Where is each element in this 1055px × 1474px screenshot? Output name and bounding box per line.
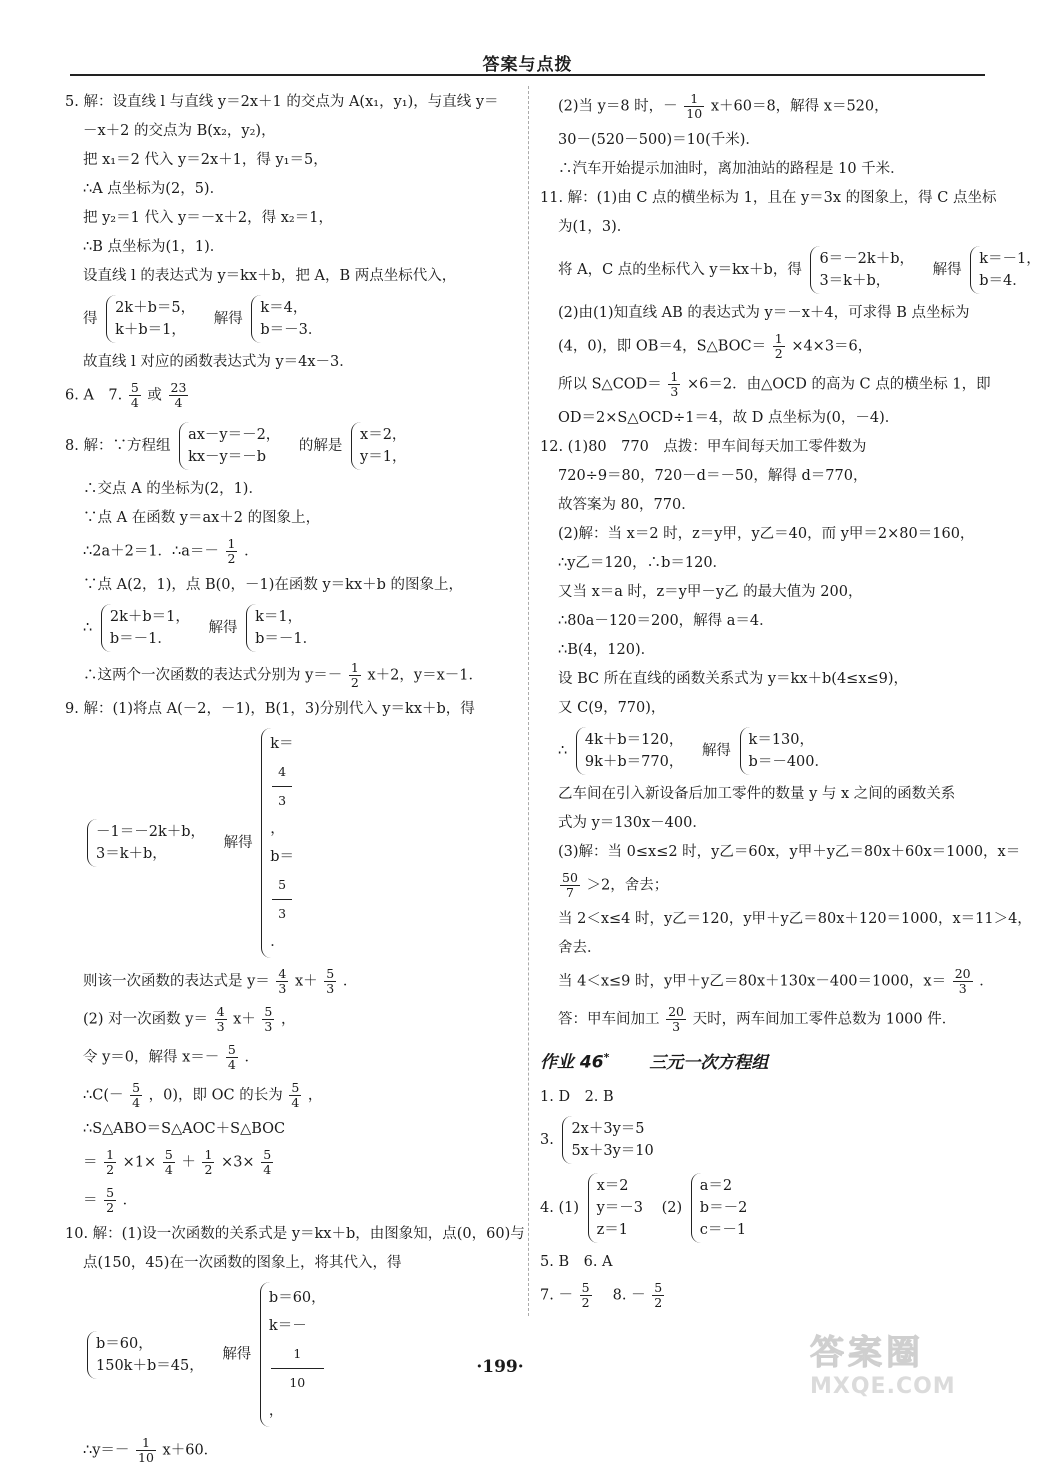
numerator: 5	[581, 1279, 590, 1295]
denominator: 2	[227, 551, 236, 566]
equation: b＝60，	[268, 1290, 326, 1306]
text-line: 点(150，45)在一次函数的图象上，将其代入，得	[83, 1255, 402, 1271]
text: 将 A，C 点的坐标代入 y＝kx＋b，得	[558, 262, 802, 278]
text-line: 当 2＜x≤4 时，y乙＝120，y甲＋y乙＝80x＋120＝1000，x＝11＞4，	[558, 911, 1032, 927]
equation-line	[65, 728, 515, 958]
text-line: ∴B 点坐标为(1，1)．	[83, 239, 225, 255]
equation: x＝2，	[360, 427, 407, 443]
text-line: 5. 解：设直线 l 与直线 y＝2x＋1 的交点为 A(x₁，y₁)，与直线 y＝	[65, 94, 499, 110]
text-line: 故答案为 80，770．	[558, 497, 696, 513]
answer-11	[540, 188, 1041, 428]
homework-46-answers	[540, 1087, 990, 1310]
text-line	[65, 1043, 515, 1072]
solution-system	[261, 728, 304, 958]
text: ＋	[181, 1154, 196, 1171]
numerator: 5	[291, 1080, 300, 1095]
right-column	[540, 91, 1041, 1319]
equation-line	[540, 1116, 990, 1164]
equation: y＝1，	[360, 449, 407, 465]
text-line	[65, 537, 515, 566]
denominator: 2	[106, 1162, 115, 1177]
text: 8. －	[598, 1287, 646, 1304]
denominator: 10	[686, 106, 703, 121]
text: ×1×	[122, 1154, 157, 1171]
fraction	[272, 758, 292, 815]
numerator: 5	[326, 966, 335, 981]
text-line	[65, 661, 515, 690]
denominator: 2	[581, 1294, 590, 1310]
text: 当 4＜x≤9 时，y甲＋y乙＝80x＋130x－400＝1000，x＝	[558, 973, 947, 990]
text: 答：甲车间加工	[558, 1011, 660, 1028]
text-line	[65, 1081, 515, 1110]
fraction	[668, 370, 680, 399]
text-line: 12. (1)80 770 点拨：甲车间每天加工零件数为	[540, 439, 867, 455]
text-line: 又 C(9，770)，	[558, 700, 666, 716]
text: ．	[122, 1192, 138, 1209]
fraction	[226, 537, 238, 566]
fraction	[652, 1281, 664, 1310]
text: 则该一次函数的表达式是 y＝	[83, 973, 270, 990]
denominator: 3	[958, 981, 967, 996]
text-line: 乙车间在引入新设备后加工零件的数量 y 与 x 之间的函数关系	[558, 786, 956, 802]
fraction	[684, 92, 704, 121]
equation-system	[87, 819, 215, 867]
numerator: 20	[668, 1004, 685, 1019]
text: ＝	[83, 1154, 98, 1171]
fraction	[289, 1081, 301, 1110]
denominator: 4	[291, 1095, 300, 1110]
text: ，	[268, 1403, 284, 1419]
fraction	[129, 381, 141, 410]
equation: b＝－1．	[109, 631, 172, 647]
text-line	[65, 1186, 515, 1215]
denominator: 4	[227, 1057, 236, 1072]
text-line: ∴80a－120＝200，解得 a＝4．	[558, 613, 774, 629]
numerator: 5	[264, 1004, 273, 1019]
text: ，0)，即 OC 的长为	[148, 1087, 283, 1104]
equation: ax－y＝－2，	[188, 427, 281, 443]
equation: y＝－3	[596, 1199, 644, 1216]
text: x＋60＝8，解得 x＝520，	[710, 98, 889, 115]
text-line: 把 x₁＝2 代入 y＝2x＋1，得 y₁＝5，	[83, 152, 328, 168]
numerator: 1	[271, 1340, 324, 1369]
equation: 5x＋3y＝10	[571, 1142, 654, 1159]
equation: －1＝－2k＋b，	[96, 824, 206, 840]
text: 8. 解：∵方程组	[65, 438, 171, 454]
fraction	[953, 967, 973, 996]
equation-line	[540, 246, 1041, 294]
equation: 2x＋3y＝5	[571, 1120, 645, 1137]
solution-system	[251, 295, 332, 343]
fraction	[136, 1436, 156, 1465]
denominator: 4	[174, 395, 183, 410]
text: (2) 对一次函数 y＝	[83, 1011, 208, 1028]
numerator: 5	[130, 380, 139, 395]
watermark-logo	[810, 1325, 990, 1399]
numerator: 20	[954, 966, 971, 981]
fraction	[272, 871, 292, 928]
denominator: 2	[350, 675, 359, 690]
solution-system	[691, 1173, 758, 1243]
denominator: 4	[130, 395, 139, 410]
equation-line	[65, 295, 515, 343]
equation: 150k＋b＝45，	[96, 1357, 204, 1374]
text-line: 舍去．	[558, 940, 602, 956]
numerator: 1	[670, 369, 679, 384]
optional-star: *	[603, 1051, 610, 1064]
text: ．	[979, 973, 994, 990]
denominator: 7	[565, 885, 574, 900]
equation: c＝－1	[699, 1221, 747, 1238]
equation: 2k＋b＝1，	[109, 609, 190, 625]
equation: b＝－2	[699, 1199, 748, 1216]
text-line	[540, 332, 990, 361]
text: 或	[147, 387, 162, 404]
denominator: 4	[263, 1162, 272, 1177]
numerator: 50	[562, 870, 578, 885]
text: 解得	[932, 262, 962, 278]
equation-line	[65, 604, 515, 652]
equation-system	[810, 246, 924, 294]
fraction	[560, 871, 580, 900]
text: (2)	[661, 1199, 683, 1216]
text-line	[540, 1005, 990, 1034]
text-line: 10. 解：(1)设一次函数的关系式是 y＝kx＋b，由图象知，点(0，60)与	[65, 1226, 525, 1242]
equation	[270, 843, 294, 956]
denominator: 3	[216, 1019, 225, 1034]
equation: a＝2	[699, 1177, 733, 1194]
answer-9	[65, 699, 515, 1215]
denominator: 3	[326, 981, 335, 996]
text-line	[65, 1148, 515, 1177]
numerator: 4	[278, 966, 287, 981]
text-line: 故直线 l 对应的函数表达式为 y＝4x－3．	[83, 354, 354, 370]
equation: 6＝－2k＋b，	[819, 251, 914, 267]
numerator: 4	[272, 758, 292, 787]
text: 所以 S△COD＝	[558, 376, 662, 393]
header-title: 答案与点拨	[482, 55, 573, 75]
text: 解得	[213, 311, 243, 327]
text: ∴这两个一次函数的表达式分别为 y＝－	[83, 667, 343, 684]
numerator: 4	[216, 1004, 225, 1019]
text: ．	[270, 934, 285, 950]
numerator: 5	[272, 871, 292, 900]
text-line: 9. 解：(1)将点 A(－2，－1)，B(1，3)分别代入 y＝kx＋b，得	[65, 701, 475, 717]
denominator: 4	[132, 1095, 141, 1110]
answer-12	[540, 437, 1032, 1034]
answer-10-continued	[540, 92, 990, 179]
equation-system	[101, 604, 200, 652]
denominator: 3	[278, 793, 287, 808]
equation-line	[540, 727, 990, 775]
text-line	[540, 966, 994, 996]
text: ×4×3＝6，	[791, 338, 873, 355]
solution-system	[351, 422, 416, 470]
equation: b＝4．	[979, 273, 1027, 289]
text: 解得	[701, 743, 731, 759]
numerator: 5	[227, 1042, 236, 1057]
text: b＝	[270, 849, 295, 865]
equation: x＝2	[596, 1177, 629, 1194]
equation: b＝60，	[96, 1335, 153, 1352]
denominator: 4	[164, 1162, 173, 1177]
text-line: 设直线 l 的表达式为 y＝kx＋b，把 A，B 两点坐标代入，	[83, 268, 457, 284]
equation-system	[562, 1116, 663, 1164]
denominator: 10	[289, 1375, 306, 1390]
text: 解得	[223, 835, 253, 851]
fraction	[104, 1148, 116, 1177]
text-line: (2)解：当 x＝2 时，z＝y甲，y乙＝40，而 y甲＝2×80＝160，	[558, 526, 975, 542]
equation: b＝－1．	[255, 631, 318, 647]
text-line: ∴汽车开始提示加油时，离加油站的路程是 10 千米．	[558, 161, 905, 177]
numerator: 23	[170, 380, 187, 395]
fraction	[226, 1043, 238, 1072]
answer-8	[65, 422, 515, 690]
denominator: 2	[654, 1294, 663, 1310]
equation: k＝1，	[255, 609, 303, 625]
text: x＋	[233, 1011, 256, 1028]
fraction	[276, 967, 288, 996]
text: k＝－	[268, 1318, 307, 1334]
equation: k＝130，	[748, 732, 815, 748]
equation: 9k＋b＝770，	[584, 754, 684, 770]
homework-topic: 三元一次方程组	[649, 1052, 769, 1073]
equation: kx－y＝－b	[188, 449, 266, 465]
equation: b＝－3．	[260, 322, 323, 338]
answer-5	[65, 92, 515, 372]
solution-system	[740, 727, 839, 775]
text: k＝	[270, 736, 294, 752]
text: ．	[244, 1049, 259, 1066]
text-line: 式为 y＝130x－400．	[558, 815, 707, 831]
denominator: 3	[672, 1019, 681, 1034]
fraction	[163, 1148, 175, 1177]
text-line: 1. D 2. B	[540, 1088, 614, 1105]
text-line	[65, 1436, 515, 1465]
text-line: 30－(520－500)＝10(千米)．	[558, 132, 760, 148]
text: 天时，两车间加工零件总数为 1000 件．	[692, 1011, 957, 1028]
equation: 3＝k＋b，	[96, 846, 167, 862]
text: 7. －	[540, 1287, 573, 1304]
denominator: 3	[278, 906, 287, 921]
fraction	[261, 1148, 273, 1177]
numerator: 1	[204, 1147, 213, 1162]
text: ∴y＝－	[83, 1442, 130, 1459]
text-line: 720÷9＝80，720－d＝－50，解得 d＝770，	[558, 468, 868, 484]
text-line: ∵点 A(2，1)，点 B(0，－1)在函数 y＝kx＋b 的图象上，	[83, 577, 464, 593]
numerator: 1	[774, 331, 783, 346]
text-line: ∴交点 A 的坐标为(2，1)．	[83, 481, 263, 497]
numerator: 1	[684, 92, 704, 107]
numerator: 5	[263, 1147, 272, 1162]
text-line: ∴A 点坐标为(2，5)．	[83, 181, 225, 197]
text: ∴	[83, 620, 93, 636]
equation-line	[65, 1282, 515, 1427]
equation-line	[540, 1173, 990, 1243]
equation: k＝－1，	[979, 251, 1041, 267]
text: ，	[270, 821, 285, 837]
text: 解得	[208, 620, 238, 636]
text-line: 为(1，3)．	[558, 219, 632, 235]
text: ∴C(－	[83, 1087, 124, 1104]
numerator: 1	[227, 536, 236, 551]
solution-system	[588, 1173, 653, 1243]
left-column	[65, 92, 525, 1474]
fraction	[202, 1148, 214, 1177]
text: 6. A 7.	[65, 387, 123, 404]
text: x＋	[294, 973, 318, 990]
denominator: 2	[106, 1200, 115, 1215]
equation: k＋b＝1，	[115, 322, 186, 338]
denominator: 2	[774, 346, 783, 361]
equation-system	[576, 727, 693, 775]
homework-section-title	[540, 1048, 990, 1073]
text-line: ∴B(4，120)．	[558, 642, 656, 658]
equation: b＝－400．	[748, 754, 830, 770]
text-line: ∴y乙＝120，∴b＝120．	[558, 555, 728, 571]
text: ∴	[558, 743, 568, 759]
text-line: ∴S△ABO＝S△AOC＋S△BOC	[83, 1121, 286, 1137]
numerator: 5	[654, 1279, 663, 1295]
text-line: ∵点 A 在函数 y＝ax＋2 的图象上，	[83, 510, 321, 526]
fraction	[262, 1005, 274, 1034]
fraction	[169, 381, 189, 410]
equation-line	[65, 422, 515, 470]
text: ＞2，舍去；	[586, 877, 669, 894]
denominator: 10	[138, 1450, 154, 1465]
numerator: 5	[132, 1080, 141, 1095]
text: ，	[307, 1087, 323, 1104]
fraction	[215, 1005, 227, 1034]
text: 解得	[222, 1346, 252, 1363]
text-line: (3)解：当 0≤x≤2 时，y乙＝60x，y甲＋y乙＝80x＋60x＝1000，x＝	[558, 844, 1021, 860]
text-line: 又当 x＝a 时，z＝y甲－y乙 的最大值为 200，	[558, 584, 863, 600]
fraction	[666, 1005, 686, 1034]
solution-system	[970, 246, 1051, 294]
text-line	[540, 1281, 990, 1310]
equation-system	[106, 295, 205, 343]
answer-10	[65, 1224, 525, 1465]
text: ＝	[83, 1192, 98, 1209]
text-line: 5. B 6. A	[540, 1253, 613, 1270]
fraction	[773, 332, 785, 361]
numerator: 1	[136, 1436, 156, 1451]
column-divider	[528, 86, 529, 1316]
watermark-url: MXQE.COM	[810, 1374, 956, 1399]
text: 得	[83, 311, 98, 327]
text-line: (2)由(1)知直线 AB 的表达式为 y＝－x＋4，可求得 B 点坐标为	[558, 305, 970, 321]
denominator: 3	[278, 981, 287, 996]
text-line: OD＝2×S△OCD÷1＝4，故 D 点坐标为(0，－4)．	[558, 410, 900, 426]
text-line	[540, 370, 990, 399]
denominator: 3	[264, 1019, 273, 1034]
numerator: 5	[106, 1185, 115, 1200]
text-line: －x＋2 的交点为 B(x₂，y₂)，	[83, 123, 276, 139]
text-line: 11. 解：(1)由 C 点的横坐标为 1，且在 y＝3x 的图象上，得 C 点坐标	[540, 190, 997, 206]
text-line	[65, 1005, 515, 1034]
fraction	[130, 1081, 142, 1110]
solution-system	[260, 1282, 336, 1427]
text-line: 设 BC 所在直线的函数关系式为 y＝kx＋b(4≤x≤9)，	[558, 671, 909, 687]
equation: z＝1	[596, 1221, 628, 1238]
text: 3.	[540, 1131, 554, 1148]
text: 令 y＝0，解得 x＝－	[83, 1049, 220, 1066]
text: x＋60．	[162, 1442, 219, 1459]
solution-system	[246, 604, 327, 652]
text: (2)当 y＝8 时，－	[558, 98, 678, 115]
page-header	[70, 42, 985, 76]
numerator: 5	[164, 1147, 173, 1162]
equation: k＝4，	[260, 300, 308, 316]
text: ×3×	[221, 1154, 255, 1171]
numerator: 1	[106, 1147, 115, 1162]
text: ，	[280, 1011, 296, 1028]
answer-6-7	[65, 381, 515, 410]
text: ×6＝2．由△OCD 的高为 C 点的横坐标 1，即	[686, 376, 991, 393]
text: x＋2，y＝x－1．	[367, 667, 483, 684]
text: (4，0)，即 OB＝4，S△BOC＝	[558, 338, 767, 355]
fraction	[104, 1186, 116, 1215]
text: ∴2a＋2＝1．∴a＝－	[83, 543, 219, 560]
denominator: 3	[670, 384, 679, 399]
text: ．	[342, 973, 358, 990]
denominator: 2	[204, 1162, 213, 1177]
text-line: 把 y₂＝1 代入 y＝－x＋2，得 x₂＝1，	[83, 210, 333, 226]
text: 的解是	[298, 438, 343, 454]
fraction	[580, 1281, 592, 1310]
fraction	[324, 967, 336, 996]
numerator: 1	[350, 660, 359, 675]
text-line	[65, 967, 515, 996]
text-line	[540, 871, 990, 900]
homework-label: 作业 46	[540, 1052, 604, 1073]
text-line	[540, 92, 990, 121]
equation-system	[179, 422, 290, 470]
equation: 3＝k＋b，	[819, 273, 891, 289]
equation	[270, 730, 294, 843]
text: ．	[244, 543, 259, 560]
watermark-text: 答案圈	[810, 1333, 924, 1373]
fraction	[349, 661, 361, 690]
text: 4. (1)	[540, 1199, 579, 1216]
equation: 4k＋b＝120，	[584, 732, 684, 748]
equation: 2k＋b＝5，	[115, 300, 196, 316]
page-number: ·199·	[476, 1357, 524, 1377]
